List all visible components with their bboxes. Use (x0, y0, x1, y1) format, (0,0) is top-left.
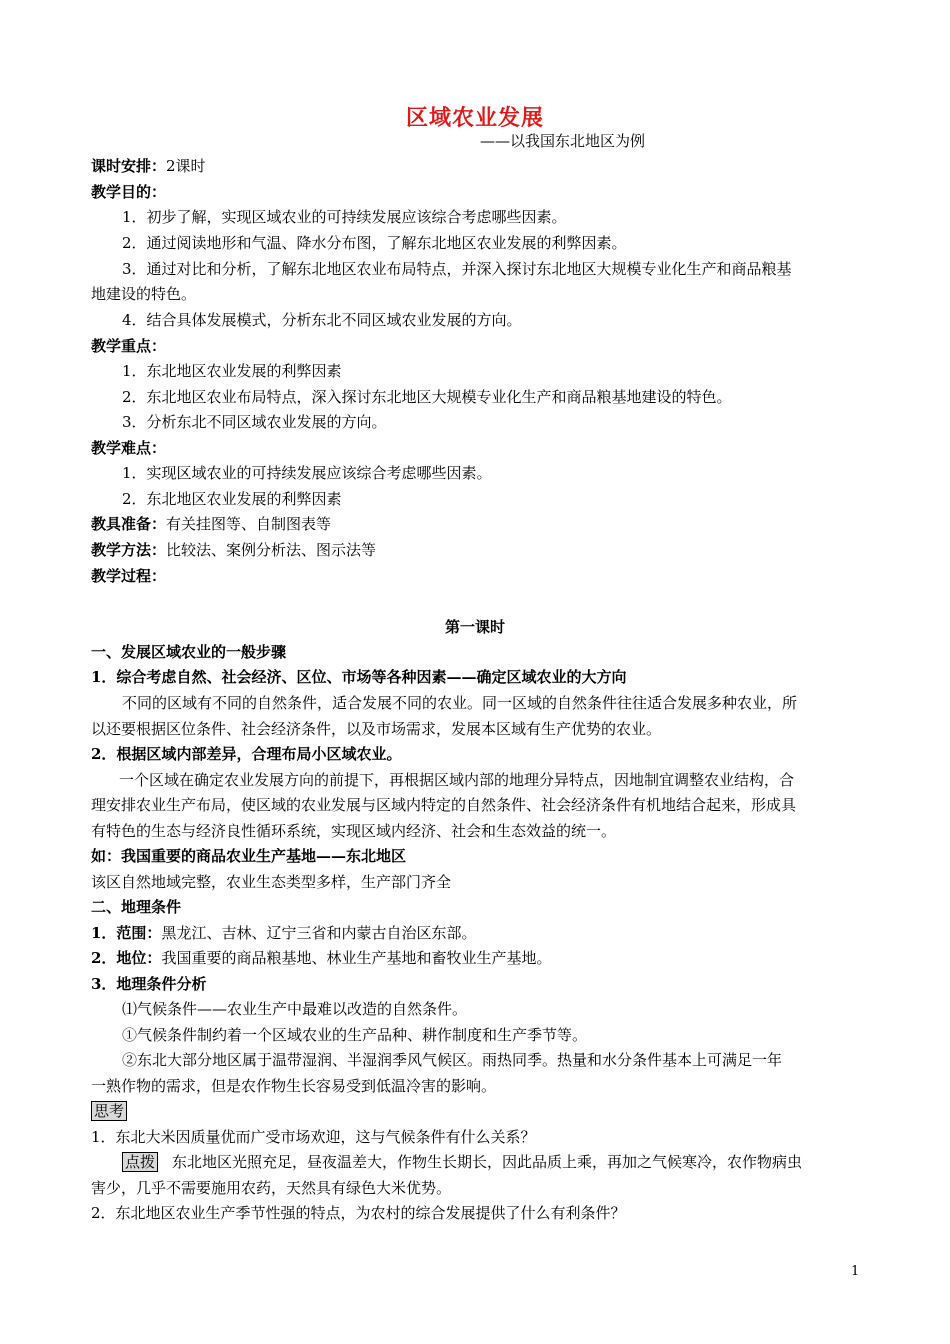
difficulty-item: 2．东北地区农业发展的利弊因素 (122, 490, 342, 508)
method-label: 教学方法： (91, 541, 167, 559)
status-label: 2．地位： (91, 949, 162, 967)
think-badge: 思考 (91, 1101, 127, 1121)
schedule-line (91, 156, 206, 176)
paragraph-line: 一个区域在确定农业发展方向的前提下，再根据区域内部的地理分异特点，因地制宜调整农业结构，合 (119, 771, 795, 789)
tools-line (91, 514, 331, 534)
range-label: 1．范围： (91, 924, 162, 942)
paragraph-line: 不同的区域有不同的自然条件，适合发展不同的农业。同一区域的自然条件往往适合发展多种农业，所 (122, 694, 798, 712)
document-subtitle: ——以我国东北地区为例 (480, 132, 646, 150)
focus-item: 1．东北地区农业发展的利弊因素 (122, 362, 342, 380)
schedule-label: 课时安排： (91, 157, 167, 175)
goals-label: 教学目的： (91, 183, 167, 201)
document-title: 区域农业发展 (405, 105, 544, 131)
goal-item: 1．初步了解，实现区域农业的可持续发展应该综合考虑哪些因素。 (122, 208, 567, 226)
range-value: 黑龙江、吉林、辽宁三省和内蒙古自治区东部。 (161, 924, 477, 942)
tools-label: 教具准备： (91, 515, 167, 533)
climate-line: 一熟作物的需求，但是农作物生长容易受到低温冷害的影响。 (91, 1077, 497, 1095)
method-value: 比较法、案例分析法、图示法等 (166, 541, 377, 559)
hint-text: 东北地区光照充足，昼夜温差大，作物生长期长，因此品质上乘，再加之气候寒冷，农作物病虫 (172, 1153, 803, 1171)
paragraph-line: 理安排农业生产布局，使区域的农业发展与区域内特定的自然条件、社会经济条件有机地结合起来，形成具 (91, 796, 797, 814)
focus-item: 2．东北地区农业布局特点，深入探讨东北地区大规模专业化生产和商品粮基地建设的特色。 (122, 388, 732, 406)
example-description: 该区自然地域完整，农业生态类型多样，生产部门齐全 (91, 873, 452, 891)
hint-line-cont: 害少，几乎不需要施用农药，天然具有绿色大米优势。 (91, 1179, 452, 1197)
example-heading: 如：我国重要的商品农业生产基地——东北地区 (91, 847, 407, 865)
focus-label: 教学重点： (91, 337, 167, 355)
goal-item: 2．通过阅读地形和气温、降水分布图，了解东北地区农业发展的利弊因素。 (122, 234, 627, 252)
method-line (91, 540, 376, 560)
paragraph-line: 以还要根据区位条件、社会经济条件，以及市场需求，发展本区域有生产优势的农业。 (91, 720, 662, 738)
lesson-heading: 第一课时 (444, 618, 505, 636)
think-badge-line (91, 1101, 127, 1121)
section-heading: 一、发展区域农业的一般步骤 (91, 643, 287, 661)
page-number: 1 (851, 1264, 860, 1279)
goal-item-cont: 地建设的特色。 (91, 285, 197, 303)
climate-line: ②东北大部分地区属于温带湿润、半湿润季风气候区。雨热同季。热量和水分条件基本上可满足一年 (122, 1051, 783, 1069)
climate-line: ⑴气候条件——农业生产中最难以改造的自然条件。 (122, 1000, 468, 1018)
status-value: 我国重要的商品粮基地、林业生产基地和畜牧业生产基地。 (161, 949, 552, 967)
subsection-heading: 3．地理条件分析 (91, 975, 207, 993)
schedule-value: 2课时 (166, 157, 206, 175)
climate-line: ①气候条件制约着一个区域农业的生产品种、耕作制度和生产季节等。 (122, 1026, 588, 1044)
tools-value: 有关挂图等、自制图表等 (166, 515, 332, 533)
hint-badge: 点拨 (122, 1152, 158, 1172)
focus-item: 3．分析东北不同区域农业发展的方向。 (122, 413, 387, 431)
section-heading: 二、地理条件 (91, 898, 182, 916)
subsection-heading: 2．根据区域内部差异，合理布局小区域农业。 (91, 745, 402, 763)
goal-item: 3．通过对比和分析，了解东北地区农业布局特点，并深入探讨东北地区大规模专业化生产和商品粮基 (122, 260, 792, 278)
difficulty-label: 教学难点： (91, 439, 167, 457)
range-line (91, 923, 476, 943)
question-line: 2．东北地区农业生产季节性强的特点，为农村的综合发展提供了什么有利条件？ (91, 1204, 626, 1222)
question-line: 1．东北大米因质量优而广受市场欢迎，这与气候条件有什么关系？ (91, 1128, 536, 1146)
process-label: 教学过程： (91, 567, 167, 585)
paragraph-line: 有特色的生态与经济良性循环系统，实现区域内经济、社会和生态效益的统一。 (91, 822, 617, 840)
hint-line (122, 1152, 802, 1172)
status-line (91, 948, 551, 968)
subsection-heading: 1．综合考虑自然、社会经济、区位、市场等各种因素——确定区域农业的大方向 (91, 668, 627, 686)
goal-item: 4．结合具体发展模式，分析东北不同区域农业发展的方向。 (122, 311, 522, 329)
difficulty-item: 1．实现区域农业的可持续发展应该综合考虑哪些因素。 (122, 464, 492, 482)
